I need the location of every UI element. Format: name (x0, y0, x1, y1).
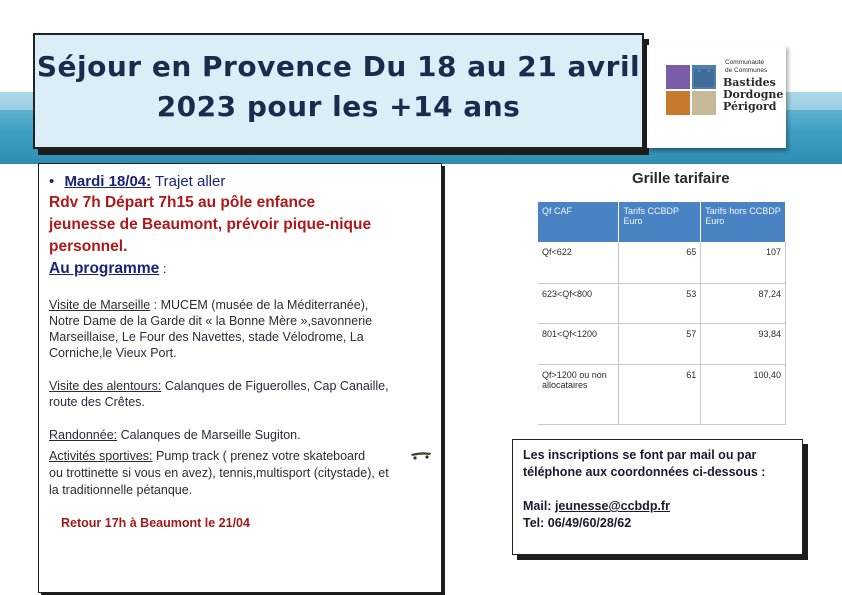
sport-text-1: Pump track ( prenez votre skateboard (152, 449, 366, 463)
table-cell: 100,40 (701, 364, 786, 424)
table-cell: 93,84 (701, 323, 786, 364)
inscriptions-line-1: Les inscriptions se font par mail ou par (523, 448, 757, 462)
sport-line-1 (49, 449, 365, 463)
rando-text: Calanques de Marseille Sugiton. (117, 428, 301, 442)
alentours-line-2: route des Crêtes. (49, 395, 145, 409)
table-row (538, 323, 786, 364)
logo-line-1: Communauté (725, 59, 765, 66)
table-cell: Qf<622 (538, 242, 619, 283)
table-cell: 801<Qf<1200 (538, 323, 619, 364)
marseille-line-4: Corniche,le Vieux Port. (49, 346, 177, 360)
inscriptions-line-2: téléphone aux coordonnées ci-dessous : (523, 465, 766, 479)
inscriptions-box (512, 439, 803, 555)
logo-line-3: Bastides (723, 76, 776, 89)
programme-colon: : (159, 261, 167, 276)
alentours-line-1 (49, 379, 389, 393)
program-day-rest: Trajet aller (151, 173, 226, 190)
program-box (38, 163, 442, 593)
logo-quadrant-1 (666, 65, 690, 89)
rando-label: Randonnée: (49, 428, 118, 442)
grid-title: Grille tarifaire (632, 170, 730, 187)
tarif-header-qf: Qf CAF (538, 202, 619, 242)
table-cell: 87,24 (701, 283, 786, 323)
logo-line-5: Périgord (723, 100, 777, 113)
table-cell: 53 (619, 283, 701, 323)
programme-label: Au programme (49, 260, 160, 277)
sport-line-2: ou trottinette si vous en avez), tennis,multisport (citystade), et (49, 466, 389, 480)
alentours-label: Visite des alentours: (49, 379, 162, 393)
page-title (35, 47, 642, 127)
table-cell: 61 (619, 364, 701, 424)
marseille-line-1 (49, 298, 368, 312)
marseille-label: Visite de Marseille (49, 298, 151, 312)
tarif-header-row (538, 202, 786, 242)
tarif-header-ccbdp: Tarifs CCBDP Euro (619, 202, 701, 242)
skateboard-icon (410, 451, 432, 460)
alentours-text-1: Calanques de Figuerolles, Cap Canaille, (161, 379, 389, 393)
title-line-1: Séjour en Provence Du 18 au 21 avril (36, 50, 641, 83)
table-cell: Qf>1200 ou non allocataires (538, 364, 619, 424)
table-cell: 107 (701, 242, 786, 283)
logo-quadrant-4 (692, 91, 716, 115)
tarif-table (538, 202, 786, 425)
rando-line (49, 428, 301, 442)
castle-icon (692, 65, 716, 89)
mail-line (523, 499, 670, 513)
title-box (33, 33, 644, 149)
rdv-line-3: personnel. (49, 238, 128, 255)
title-line-2: 2023 pour les +14 ans (156, 90, 521, 123)
marseille-text-1: : MUCEM (musée de la Méditerranée), (150, 298, 369, 312)
logo-quadrant-3 (666, 91, 690, 115)
rdv-line-1: Rdv 7h Départ 7h15 au pôle enfance (49, 194, 316, 211)
marseille-line-3: Marseillaise, Le Four des Navettes, stade Vélodrome, La (49, 330, 364, 344)
table-cell: 65 (619, 242, 701, 283)
table-row (538, 283, 786, 323)
tel-line: Tel: 06/49/60/28/62 (523, 516, 632, 530)
programme-heading (49, 260, 166, 278)
rdv-line-2: jeunesse de Beaumont, prévoir pique-nique (49, 216, 372, 233)
logo-line-4: Dordogne (723, 88, 784, 101)
bullet: • (49, 173, 55, 190)
table-row (538, 364, 786, 424)
logo-line-2: de Communes (725, 67, 768, 74)
table-row (538, 242, 786, 283)
logo (647, 45, 786, 148)
table-cell: 57 (619, 323, 701, 364)
sport-label: Activités sportives: (49, 449, 153, 463)
program-day-line (49, 173, 225, 190)
mail-label: Mail: (523, 499, 555, 513)
marseille-line-2: Notre Dame de la Garde dit « la Bonne Mère »,savonnerie (49, 314, 373, 328)
program-day: Mardi 18/04: (64, 173, 152, 190)
sport-line-3: la traditionnelle pétanque. (49, 483, 193, 497)
mail-link[interactable]: jeunesse@ccbdp.fr (554, 499, 670, 513)
table-cell: 623<Qf<800 (538, 283, 619, 323)
retour-line: Retour 17h à Beaumont le 21/04 (61, 516, 250, 530)
tarif-header-hors: Tarifs hors CCBDP Euro (701, 202, 786, 242)
